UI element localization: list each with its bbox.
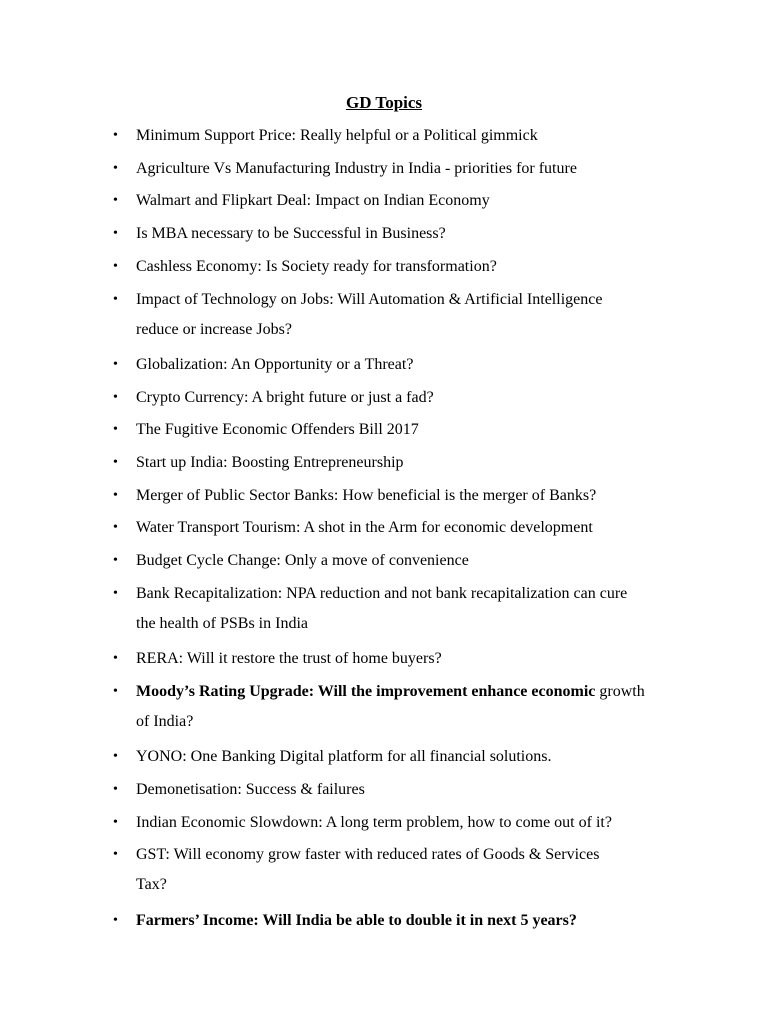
topic-line: Indian Economic Slowdown: A long term problem, how to come out of it? xyxy=(136,813,612,831)
topic-line: Farmers’ Income: Will India be able to double it in next 5 years? xyxy=(136,911,577,929)
topic-line: Agriculture Vs Manufacturing Industry in India - priorities for future xyxy=(136,159,577,177)
bullet-icon: • xyxy=(113,749,118,765)
topic-text xyxy=(136,350,696,380)
topic-text xyxy=(136,219,696,249)
topic-text xyxy=(136,579,696,639)
topic-line: reduce or increase Jobs? xyxy=(136,320,292,338)
topic-line: Impact of Technology on Jobs: Will Automation & Artificial Intelligence xyxy=(136,290,603,308)
topic-line: Moody’s Rating Upgrade: Will the improvement enhance economic growth xyxy=(136,682,645,700)
bullet-icon: • xyxy=(113,389,118,405)
bullet-icon: • xyxy=(113,847,118,863)
topic-line: Start up India: Boosting Entrepreneurship xyxy=(136,454,404,471)
bullet-icon: • xyxy=(113,258,118,274)
topic-line: Globalization: An Opportunity or a Threat? xyxy=(136,355,414,373)
topic-text xyxy=(136,546,696,576)
topic-line: of India? xyxy=(136,712,194,730)
bullet-icon: • xyxy=(113,356,118,372)
page-title: GD Topics xyxy=(345,93,423,112)
topic-text xyxy=(136,186,696,216)
topic-text xyxy=(136,154,696,184)
topic-line: the health of PSBs in India xyxy=(136,614,308,632)
topic-line: RERA: Will it restore the trust of home buyers? xyxy=(136,650,442,668)
bullet-icon: • xyxy=(113,226,118,242)
topic-line: Cashless Economy: Is Society ready for transformation? xyxy=(136,257,497,275)
bullet-icon: • xyxy=(113,160,118,176)
topic-line: Merger of Public Sector Banks: How beneficial is the merger of Banks? xyxy=(136,486,597,504)
bullet-icon: • xyxy=(113,455,118,470)
bullet-icon: • xyxy=(113,814,118,830)
topic-text xyxy=(136,415,696,445)
topic-text xyxy=(136,840,696,900)
topic-text xyxy=(136,285,696,345)
topic-line: The Fugitive Economic Offenders Bill 2017 xyxy=(136,421,419,439)
topic-text xyxy=(136,448,696,478)
topic-line: YONO: One Banking Digital platform for all financial solutions. xyxy=(136,748,552,766)
topic-text xyxy=(136,906,696,936)
topic-line: Demonetisation: Success & failures xyxy=(136,781,365,798)
topic-line: Budget Cycle Change: Only a move of convenience xyxy=(136,552,469,570)
bullet-icon: • xyxy=(113,291,118,307)
topic-text xyxy=(136,481,696,511)
bullet-icon: • xyxy=(113,585,118,601)
topic-text xyxy=(136,513,696,543)
topic-text xyxy=(136,383,696,413)
topic-line: Crypto Currency: A bright future or just a fad? xyxy=(136,388,434,406)
topic-line: Tax? xyxy=(136,876,167,894)
topic-line: Bank Recapitalization: NPA reduction and not bank recapitalization can cure xyxy=(136,584,628,602)
bullet-icon: • xyxy=(113,782,118,797)
bullet-icon: • xyxy=(113,683,118,699)
bullet-icon: • xyxy=(113,128,118,143)
topic-line: Water Transport Tourism: A shot in the Arm for economic development xyxy=(136,519,593,537)
topic-line: Is MBA necessary to be Successful in Business? xyxy=(136,225,446,243)
bullet-icon: • xyxy=(113,422,118,438)
bullet-icon: • xyxy=(113,520,118,536)
topic-line: Minimum Support Price: Really helpful or a Political gimmick xyxy=(136,127,538,144)
topic-line: GST: Will economy grow faster with reduced rates of Goods & Services xyxy=(136,846,600,864)
topic-text xyxy=(136,121,696,151)
topic-text xyxy=(136,742,696,772)
topic-text xyxy=(136,252,696,282)
bullet-icon: • xyxy=(113,193,118,209)
topic-text xyxy=(136,808,696,838)
bullet-icon: • xyxy=(113,487,118,503)
topic-text xyxy=(136,644,696,674)
bullet-icon: • xyxy=(113,651,118,667)
bullet-icon: • xyxy=(113,553,118,569)
topic-text xyxy=(136,677,696,737)
topic-line: Walmart and Flipkart Deal: Impact on Indian Economy xyxy=(136,192,490,210)
topic-text xyxy=(136,775,696,805)
bullet-icon: • xyxy=(113,912,118,928)
